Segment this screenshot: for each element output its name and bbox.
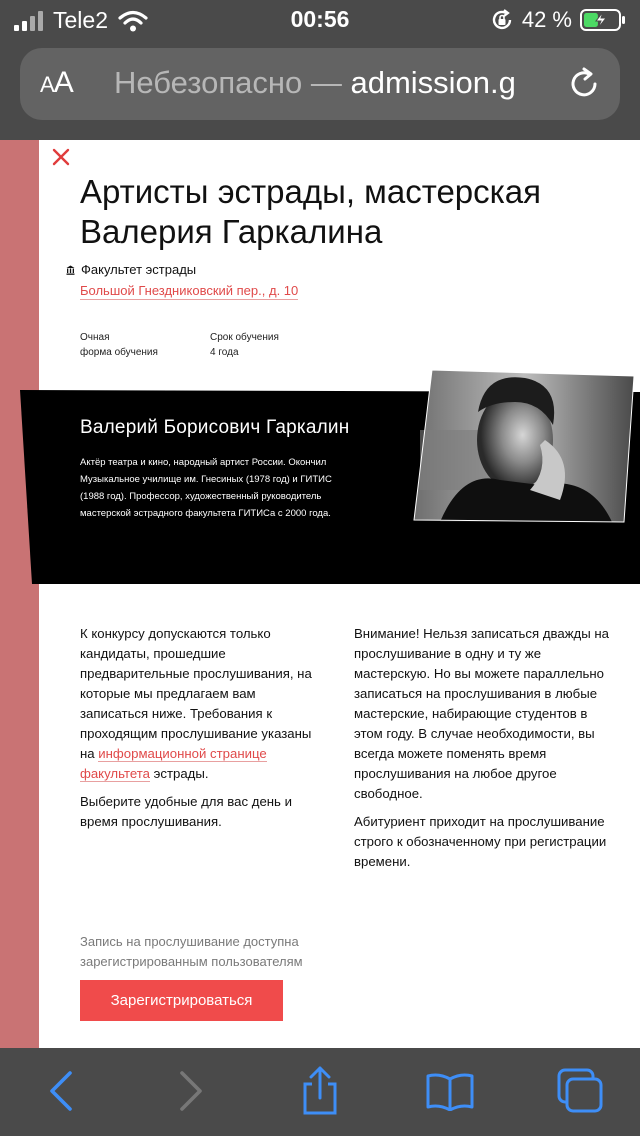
address-link[interactable]: Большой Гнездниковский пер., д. 10 <box>80 283 299 298</box>
admission-paragraph <box>80 624 320 784</box>
back-icon <box>46 1069 76 1113</box>
teacher-banner <box>0 140 640 1048</box>
url-text[interactable] <box>114 65 574 101</box>
share-icon <box>299 1066 341 1116</box>
registration-note: Запись на прослушивание доступна зарегистрированным пользователям <box>80 934 303 969</box>
admission-text: К конкурсу допускаются только кандидаты, прошедшие предварительные прослушивания, на которые мы предлагаем вам записаться ниже. Требования к проходящим прослушивание указаны на <box>80 626 312 761</box>
study-form-label: Очная <box>80 332 110 343</box>
share-button[interactable] <box>293 1066 347 1116</box>
teacher-name: Валерий Борисович Гаркалин <box>80 417 350 438</box>
tabs-icon <box>555 1067 605 1115</box>
admission-text-end: эстрады. <box>149 766 209 781</box>
status-bar <box>0 0 640 42</box>
url-security-prefix: Небезопасно — <box>114 65 351 100</box>
status-right <box>490 7 626 33</box>
bookmarks-button[interactable] <box>423 1066 477 1116</box>
address-bar[interactable] <box>20 48 620 120</box>
clock: 00:56 <box>290 6 350 32</box>
register-button[interactable]: Зарегистрироваться <box>80 980 283 1021</box>
page-title: Артисты эстрады, мастерская Валерия Гаркалина <box>80 173 542 250</box>
arrival-text: Абитуриент приходит на прослушивание строго к обозначенному при регистрации времени. <box>354 814 607 869</box>
admission-info <box>80 624 320 840</box>
reload-icon[interactable] <box>566 66 602 102</box>
battery-percent: 42 % <box>521 7 572 32</box>
attention-text: Внимание! Нельзя записаться дважды на прослушивание в одну и ту же мастерскую. Но вы можете параллельно записаться на прослушивания в любые мастерские, набирающие студентов в этом году. В случае необходимости, вы всегда можете поменять время прослушивания на любое другое свободное. <box>354 626 609 801</box>
carrier-name: Tele2 <box>53 7 108 33</box>
page-content <box>0 140 640 1048</box>
choose-time-text: Выберите удобные для вас день и время прослушивания. <box>80 794 292 829</box>
battery-charging-icon <box>580 9 626 31</box>
text-size-icon[interactable]: AA <box>40 66 73 99</box>
bookmarks-icon <box>425 1071 475 1111</box>
faculty-info-link[interactable]: информационной странице факультета <box>80 746 267 781</box>
teacher-bio: Актёр театра и кино, народный артист России. Окончил Музыкальное училище им. Гнесиных (1978 год) и ГИТИС (1988 год). Профессор, художественный руководитель мастерской эстрадного факультета ГИТИСа с 2000 года. <box>80 457 332 519</box>
tabs-button[interactable] <box>553 1066 607 1116</box>
forward-icon <box>176 1069 206 1113</box>
url-host: admission.g <box>350 65 516 100</box>
study-form-value: форма обучения <box>80 347 158 358</box>
attention-info <box>354 624 610 880</box>
orientation-lock-icon <box>490 8 514 32</box>
back-button[interactable] <box>34 1066 88 1116</box>
study-duration-label: Срок обучения <box>210 332 279 343</box>
address-bar-area <box>0 42 640 140</box>
study-duration-value: 4 года <box>210 347 239 358</box>
teacher-photo <box>414 370 634 522</box>
browser-toolbar <box>0 1048 640 1136</box>
faculty-name: Факультет эстрады <box>81 262 197 277</box>
forward-button[interactable] <box>164 1066 218 1116</box>
